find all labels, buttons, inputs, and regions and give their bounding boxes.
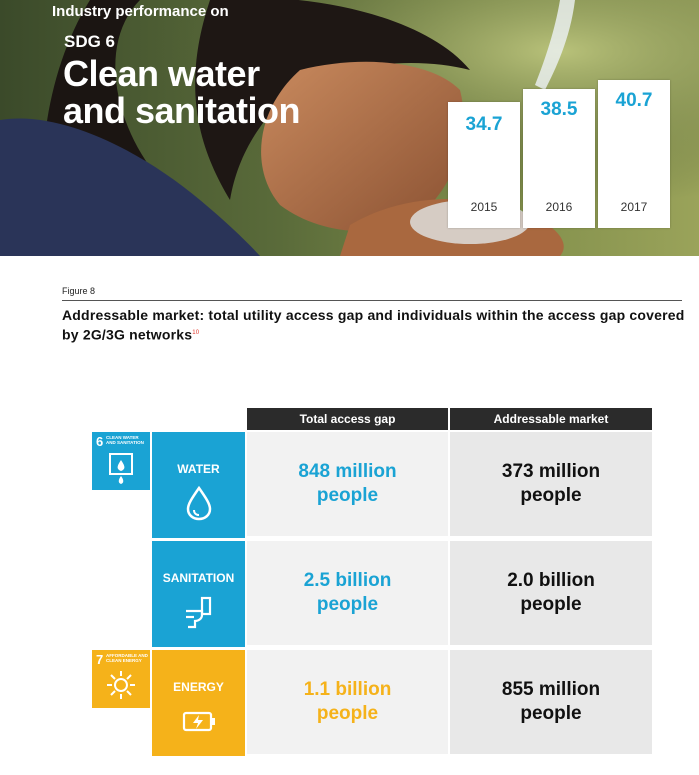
badge-number: 7 (96, 652, 104, 667)
sdg-6-badge (92, 432, 150, 490)
water-total-access-gap (247, 432, 448, 536)
score-bar-2017 (598, 80, 670, 228)
gap-line-2: people (316, 594, 379, 615)
market-line-1: 373 million (501, 461, 601, 482)
hero-title (63, 55, 300, 129)
energy-total-access-gap (247, 650, 448, 754)
market-line-2: people (520, 594, 582, 615)
hero-title-line-1: Clean water (63, 53, 260, 94)
figure-footnote-ref: 10 (192, 330, 200, 336)
sun-icon (107, 670, 135, 700)
score-year: 2017 (620, 200, 648, 214)
gap-line-1: 2.5 billion (303, 570, 392, 591)
score-value: 34.7 (465, 114, 503, 135)
gap-line-1: 1.1 billion (303, 679, 392, 700)
badge-number: 6 (96, 434, 104, 449)
header-total-access-gap: Total access gap (247, 408, 448, 430)
water-drop-icon (180, 484, 218, 522)
score-bar-2016 (523, 89, 595, 228)
badge-text: AFFORDABLE AND CLEAN ENERGY (106, 653, 148, 663)
market-line-1: 2.0 billion (507, 570, 595, 591)
score-year: 2016 (545, 200, 573, 214)
figure-label: Figure 8 (62, 286, 96, 296)
category-label: WATER (177, 462, 220, 476)
market-line-2: people (520, 703, 582, 724)
hero-title-line-2: and sanitation (63, 90, 301, 131)
sdg-7-badge (92, 650, 150, 708)
toilet-icon (180, 593, 218, 631)
water-addressable-market (450, 432, 652, 536)
category-label: SANITATION (162, 571, 235, 585)
score-value: 40.7 (615, 90, 653, 111)
category-label: ENERGY (173, 680, 224, 694)
gap-line-2: people (316, 703, 379, 724)
figure-title (62, 306, 692, 344)
market-line-1: 855 million (501, 679, 601, 700)
figure-divider (62, 300, 682, 301)
gap-line-2: people (316, 485, 379, 506)
battery-icon (180, 702, 218, 740)
score-bar-2015 (448, 102, 520, 228)
hero-banner (0, 0, 699, 256)
sanitation-total-access-gap (247, 541, 448, 645)
score-year: 2015 (470, 200, 498, 214)
sanitation-addressable-market (450, 541, 652, 645)
score-value: 38.5 (540, 99, 578, 120)
market-line-2: people (520, 485, 582, 506)
water-tap-icon (107, 452, 135, 486)
badge-text: CLEAN WATER AND SANITATION (106, 435, 144, 445)
category-energy (152, 650, 245, 756)
header-addressable-market: Addressable market (450, 408, 652, 430)
figure-title-text: Addressable market: total utility access gap and individuals within the access gap covered by 2G/3G networks (62, 307, 685, 343)
category-water (152, 432, 245, 538)
hero-kicker: Industry performance on (52, 3, 229, 20)
category-sanitation (152, 541, 245, 647)
energy-addressable-market (450, 650, 652, 754)
gap-line-1: 848 million (298, 461, 397, 482)
hero-sdg-label: SDG 6 (64, 32, 116, 51)
